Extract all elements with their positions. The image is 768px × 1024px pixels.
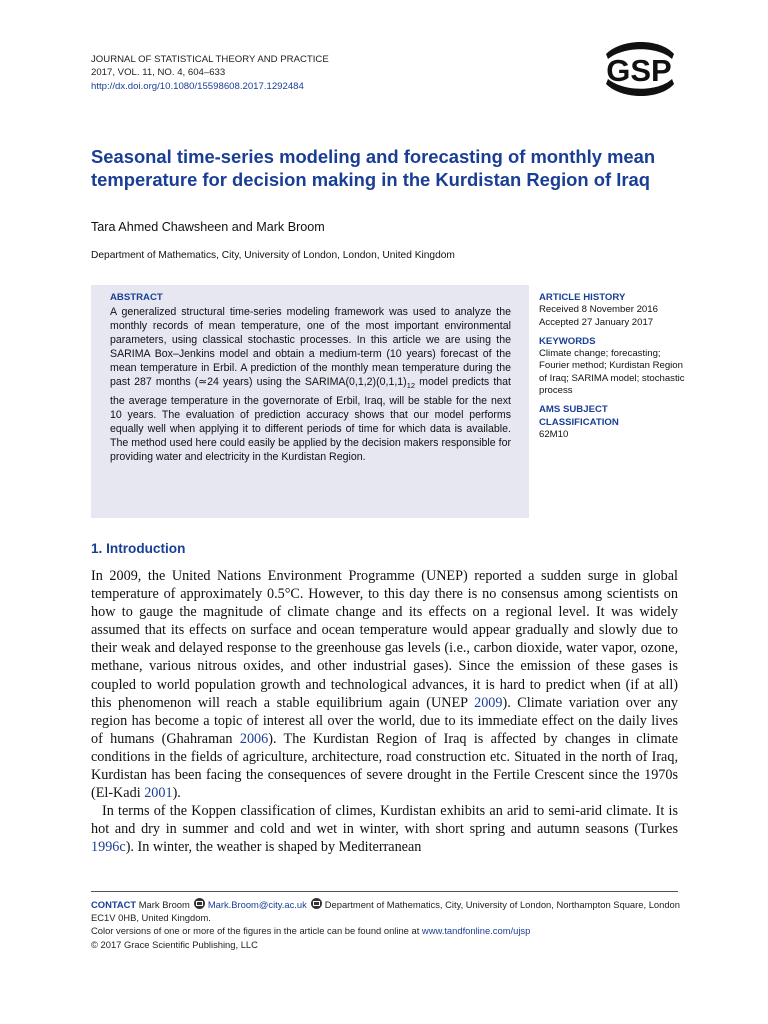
affiliation: Department of Mathematics, City, University of London, London, United Kingdom: [91, 250, 455, 261]
ams-heading-1: AMS SUBJECT: [539, 404, 608, 416]
address-icon: [311, 898, 322, 909]
journal-header: [91, 53, 329, 93]
abstract-text: [110, 305, 511, 464]
abstract-heading: ABSTRACT: [110, 292, 163, 303]
abstract-box: [91, 285, 529, 518]
ams-heading-2: CLASSIFICATION: [539, 416, 619, 428]
introduction-heading: 1. Introduction: [91, 541, 186, 556]
received-date: Received 8 November 2016: [539, 304, 658, 316]
journal-name: JOURNAL OF STATISTICAL THEORY AND PRACTICE: [91, 54, 329, 65]
gsp-logo: [598, 40, 680, 98]
citation-link[interactable]: 1996c: [91, 839, 126, 856]
page-footer: [91, 898, 681, 951]
intro-text: ). In winter, the weather is shaped by Mediterranean: [125, 839, 422, 856]
journal-volume: 2017, VOL. 11, NO. 4, 604–633: [91, 67, 226, 79]
citation-link[interactable]: 2009: [474, 694, 503, 711]
footer-divider: [91, 891, 678, 892]
authors: Tara Ahmed Chawsheen and Mark Broom: [91, 220, 325, 234]
article-title: Seasonal time-series modeling and forecasting of monthly mean temperature for decision making in the Kurdistan Region of Iraq: [91, 146, 656, 190]
color-note: Color versions of one or more of the figures in the article can be found online at: [91, 925, 422, 937]
intro-paragraph-2: [91, 802, 678, 856]
intro-paragraph-1: [91, 567, 678, 802]
article-history-heading: ARTICLE HISTORY: [539, 292, 626, 303]
logo-text: GSP: [606, 53, 672, 88]
email-icon: [194, 898, 205, 909]
contact-line: [91, 898, 681, 924]
abstract-text-part-2: model predicts that the average temperature in the governorate of Erbil, Iraq, will be stable for the next 10 years. The evaluation of prediction accuracy shows that our model performs equally well when applying it to different periods of time for which data is available. The method used here could easily be applied by the decision makers responsible for providing water and electricity in the Kurdistan Region.: [110, 376, 511, 464]
intro-text: In terms of the Koppen classification of climes, Kurdistan exhibits an arid to semi-arid climate. It is hot and dry in summer and cold and wet in winter, with short spring and autumn seasons (Turkes: [91, 803, 678, 838]
contact-name: Mark Broom: [138, 899, 190, 910]
citation-link[interactable]: 2001: [144, 785, 173, 802]
accepted-date: Accepted 27 January 2017: [539, 316, 654, 328]
tandfonline-link[interactable]: www.tandfonline.com/ujsp: [421, 925, 531, 937]
citation-link[interactable]: 2006: [239, 730, 269, 747]
article-sidebar: [539, 292, 689, 441]
color-note-line: [91, 924, 681, 937]
keywords-heading: KEYWORDS: [539, 335, 596, 347]
keywords-text: Climate change; forecasting; Fourier method; Kurdistan Region of Iraq; SARIMA model; stochastic process: [539, 348, 685, 397]
doi-link[interactable]: http://dx.doi.org/10.1080/15598608.2017.1292484: [91, 80, 304, 92]
ams-code: 62M10: [539, 428, 569, 440]
contact-label: CONTACT: [91, 899, 137, 910]
intro-text: ). The Kurdistan Region of Iraq is affected by changes in climate conditions in the fields of agriculture, architecture, road construction etc. Situated in the north of Iraq, Kurdistan has been facing the consequences of severe drought in the Fertile Crescent since the 1970s (El-Kadi: [91, 730, 679, 802]
copyright: © 2017 Grace Scientific Publishing, LLC: [91, 938, 258, 950]
intro-text: ).: [172, 785, 181, 802]
introduction-body: [91, 567, 678, 857]
intro-text: ). Climate variation over any region has become a topic of interest all over the world, due to its immediate effect on the daily lives of humans (Ghahraman: [91, 694, 679, 747]
contact-address: Department of Mathematics, City, University of London, Northampton Square, London EC1V 0HB, United Kingdom.: [91, 899, 680, 924]
abstract-subscript: 12: [406, 381, 416, 391]
intro-text: In 2009, the United Nations Environment Programme (UNEP) reported a sudden surge in global temperature of approximately 0.5°C. However, to this day there is no consensus among scientists on how to gauge the magnitude of climate change and its effects on a regional level. It was widely assumed that its effects on surface and ocean temperature would appear gradually and slowly due to their weak and delayed response to the greenhouse gas levels (i.e., carbon dioxide, water vapor, ozone, methane, various nitrous oxides, and other industrial gases). Since the emission of these gases is coupled to world population growth and technological advances, it is hard to predict when (if at all) this phenomenon will reach a stable equilibrium again (UNEP: [91, 568, 678, 711]
abstract-text-part-1: A generalized structural time-series modeling framework was used to analyze the monthly records of mean temperature, one of the most important environmental parameters, using classical stochastic processes. In this article we are using the SARIMA Box–Jenkins model and obtain a medium-term (10 years) forecast of the mean temperature in Erbil. A prediction of the monthly mean temperature during the past 287 months (≃24 years) using the SARIMA(0,1,2)(0,1,1): [110, 306, 511, 389]
email-link[interactable]: Mark.Broom@city.ac.uk: [207, 899, 307, 910]
